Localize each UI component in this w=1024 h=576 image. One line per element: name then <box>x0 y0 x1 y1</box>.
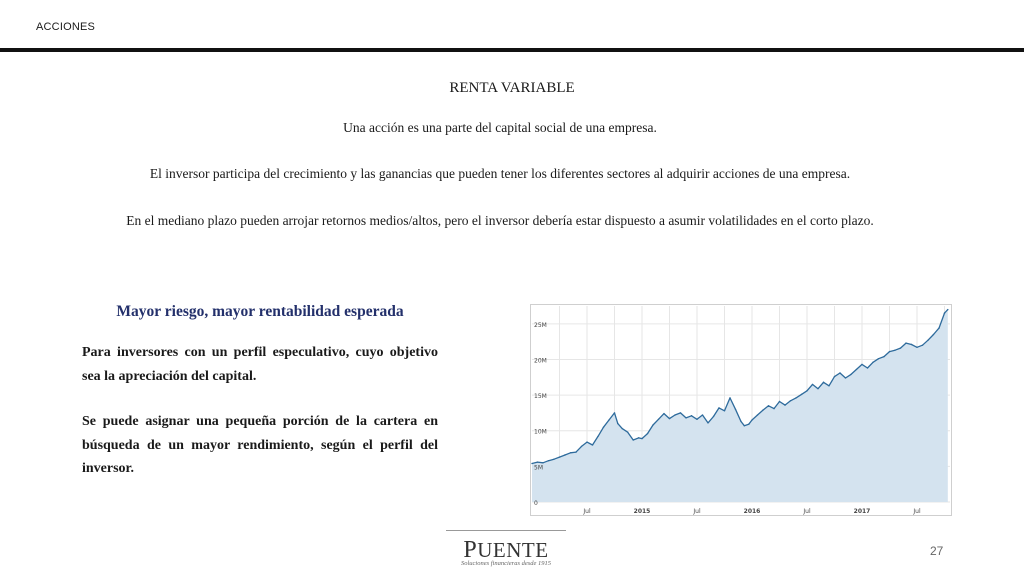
logo-initial: P <box>463 537 478 563</box>
x-tick-label: Jul <box>583 508 591 515</box>
data-point <box>553 459 554 460</box>
risk-subtitle: Mayor riesgo, mayor rentabilidad esperada <box>116 303 404 320</box>
data-point <box>622 428 623 429</box>
data-point <box>872 362 873 363</box>
data-point <box>947 309 948 310</box>
data-point <box>638 437 639 438</box>
data-point <box>740 421 741 422</box>
data-point <box>900 347 901 348</box>
data-point <box>768 405 769 406</box>
data-point <box>627 431 628 432</box>
data-point <box>735 409 736 410</box>
x-tick-label: Jul <box>803 508 811 515</box>
data-point <box>850 374 851 375</box>
data-point <box>564 454 565 455</box>
data-point <box>691 415 692 416</box>
data-point <box>773 408 774 409</box>
data-point <box>757 414 758 415</box>
y-tick-label: 20M <box>534 357 547 365</box>
data-point <box>658 419 659 420</box>
section-label: ACCIONES <box>36 21 96 33</box>
data-point <box>542 462 543 463</box>
data-point <box>729 397 730 398</box>
stock-price-chart <box>530 304 952 516</box>
x-tick-label: Jul <box>913 508 921 515</box>
data-point <box>856 369 857 370</box>
data-point <box>592 444 593 445</box>
data-point <box>548 460 549 461</box>
data-point <box>784 404 785 405</box>
data-point <box>633 439 634 440</box>
data-point <box>812 384 813 385</box>
data-point <box>713 416 714 417</box>
data-point <box>762 409 763 410</box>
header-divider <box>0 48 1024 52</box>
data-point <box>845 377 846 378</box>
data-point <box>724 410 725 411</box>
y-tick-label: 10M <box>534 428 547 436</box>
data-point <box>883 356 884 357</box>
page-title: RENTA VARIABLE <box>449 80 575 96</box>
x-tick-label: 2016 <box>743 508 761 515</box>
x-tick-label: 2015 <box>633 508 651 515</box>
data-point <box>894 349 895 350</box>
x-tick-label: Jul <box>693 508 701 515</box>
data-point <box>652 424 653 425</box>
data-point <box>933 334 934 335</box>
data-point <box>680 412 681 413</box>
data-point <box>911 344 912 345</box>
data-point <box>603 426 604 427</box>
data-point <box>669 418 670 419</box>
y-tick-label: 25M <box>534 321 547 329</box>
data-point <box>905 342 906 343</box>
data-point <box>938 327 939 328</box>
data-point <box>806 390 807 391</box>
data-point <box>614 412 615 413</box>
y-tick-label: 0 <box>534 500 538 507</box>
data-point <box>647 433 648 434</box>
data-point <box>889 351 890 352</box>
data-point <box>834 376 835 377</box>
data-point <box>748 424 749 425</box>
data-point <box>823 382 824 383</box>
data-point <box>795 397 796 398</box>
data-point <box>581 446 582 447</box>
x-tick-label: 2017 <box>853 508 871 515</box>
data-point <box>751 419 752 420</box>
data-point <box>867 367 868 368</box>
data-point <box>674 414 675 415</box>
data-point <box>922 345 923 346</box>
logo-divider <box>446 530 566 531</box>
data-point <box>696 419 697 420</box>
data-point <box>537 461 538 462</box>
data-point <box>608 419 609 420</box>
data-point <box>839 372 840 373</box>
data-point <box>779 401 780 402</box>
data-point <box>702 414 703 415</box>
data-point <box>617 423 618 424</box>
data-point <box>790 400 791 401</box>
data-point <box>531 463 532 464</box>
y-tick-label: 5M <box>534 464 543 472</box>
data-point <box>707 422 708 423</box>
data-point <box>861 364 862 365</box>
logo-rest: UENTE <box>477 538 549 562</box>
intro-paragraph-1: Una acción es una parte del capital social de una empresa. <box>343 120 657 135</box>
data-point <box>663 413 664 414</box>
data-point <box>586 441 587 442</box>
portfolio-allocation-text: Se puede asignar una pequeña porción de la cartera en búsqueda de un mayor rendimiento, según el perfil del inversor. <box>82 414 438 476</box>
data-point <box>801 394 802 395</box>
data-point <box>718 407 719 408</box>
data-point <box>944 312 945 313</box>
data-point <box>828 385 829 386</box>
investor-profile-text: Para inversores con un perfil especulativo, cuyo objetivo sea la apreciación del capital. <box>82 345 438 384</box>
intro-paragraph-2: El inversor participa del crecimiento y las ganancias que pueden tener los diferentes sectores al adquirir acciones de una empresa. <box>149 166 851 181</box>
logo-tagline: Soluciones financieras desde 1915 <box>460 560 552 567</box>
data-point <box>597 436 598 437</box>
data-point <box>916 347 917 348</box>
y-tick-label: 15M <box>534 393 547 401</box>
data-point <box>685 417 686 418</box>
data-point <box>744 425 745 426</box>
data-point <box>570 452 571 453</box>
data-point <box>559 456 560 457</box>
page-number: 27 <box>930 544 944 558</box>
intro-paragraph-3: En el mediano plazo pueden arrojar retornos medios/altos, pero el inversor debería estar dispuesto a asumir volatilidades en el corto plazo. <box>126 213 874 228</box>
data-point <box>575 451 576 452</box>
data-point <box>817 388 818 389</box>
data-point <box>878 358 879 359</box>
data-point <box>927 340 928 341</box>
data-point <box>641 438 642 439</box>
